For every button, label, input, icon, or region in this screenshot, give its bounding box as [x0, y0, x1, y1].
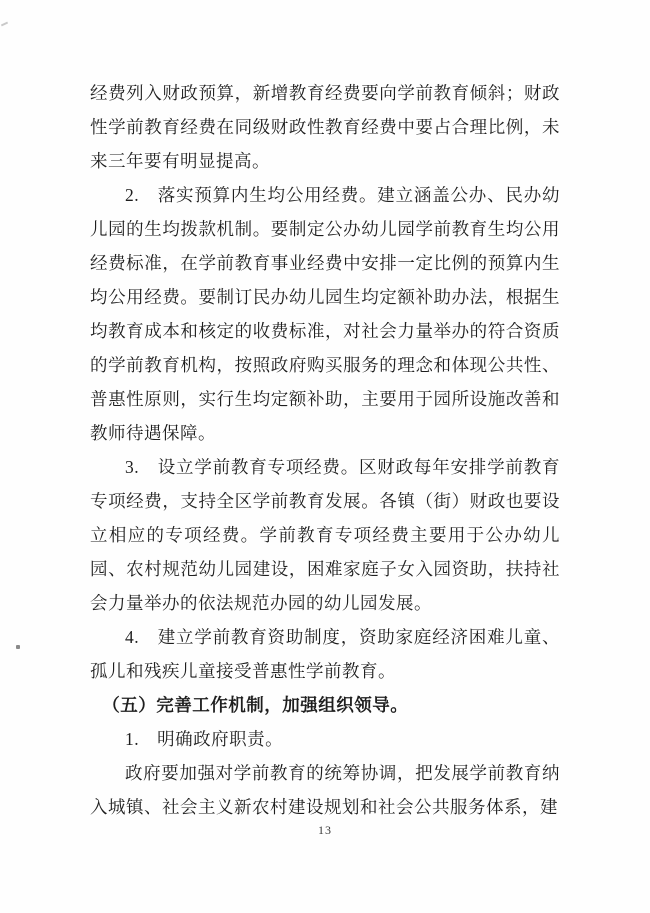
body-paragraph-item-4: 4. 建立学前教育资助制度，资助家庭经济困难儿童、孤儿和残疾儿童接受普惠性学前教育。 [90, 627, 560, 681]
body-paragraph-continuation: 经费列入财政预算，新增教育经费要向学前教育倾斜；财政性学前教育经费在同级财政性教育经费中要占合理比例，未来三年要有明显提高。 [90, 83, 560, 171]
scan-artifact-speck [1, 22, 8, 27]
page-number: 13 [318, 823, 332, 837]
body-paragraph-government: 政府要加强对学前教育的统筹协调，把发展学前教育纳入城镇、社会主义新农村建设规划和社会公共服务体系，建 [90, 763, 560, 817]
body-paragraph-item-3: 3. 设立学前教育专项经费。区财政每年安排学前教育专项经费，支持全区学前教育发展。各镇（街）财政也要设立相应的专项经费。学前教育专项经费主要用于公办幼儿园、农村规范幼儿园建设，困难家庭子女入园资助，扶持社会力量举办的依法规范办园的幼儿园发展。 [90, 457, 560, 613]
section-heading-5: （五）完善工作机制，加强组织领导。 [102, 695, 409, 715]
document-body [90, 76, 560, 824]
body-paragraph-item-2: 2. 落实预算内生均公用经费。建立涵盖公办、民办幼儿园的生均拨款机制。要制定公办幼儿园学前教育生均公用经费标准，在学前教育事业经费中安排一定比例的预算内生均公用经费。要制订民办幼儿园生均定额补助办法，根据生均教育成本和核定的收费标准，对社会力量举办的符合资质的学前教育机构，按照政府购买服务的理念和体现公共性、普惠性原则，实行生均定额补助，主要用于园所设施改善和教师待遇保障。 [90, 185, 560, 443]
scan-artifact-speck [16, 645, 20, 649]
subsection-heading-1: 1. 明确政府职责。 [125, 729, 284, 749]
